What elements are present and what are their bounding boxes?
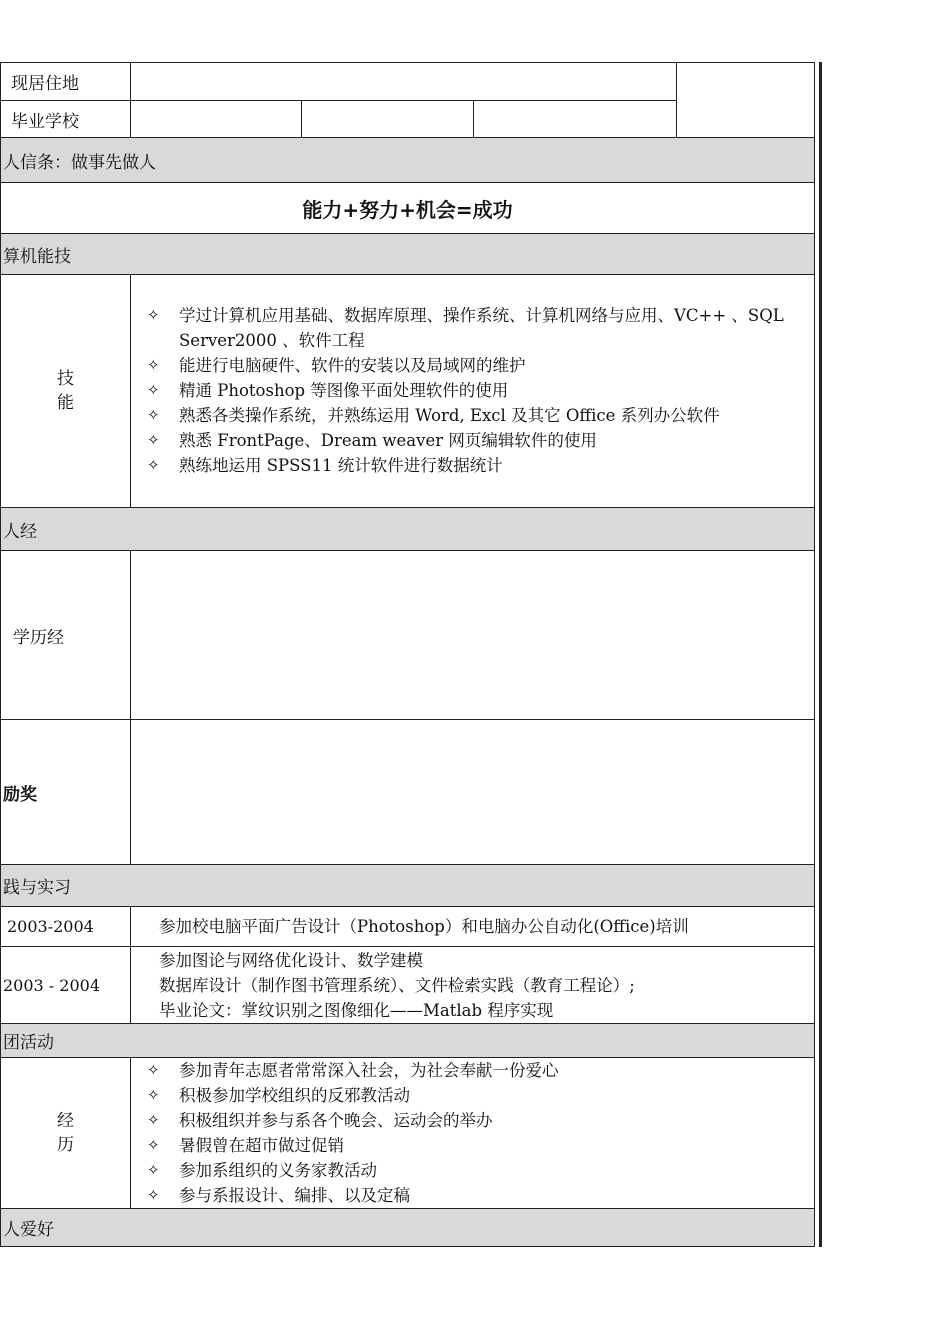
practice-line: 数据库设计（制作图书管理系统）、文件检索实践（教育工程论）; bbox=[159, 975, 635, 995]
skills-item: ✧ 能进行电脑硬件、软件的安装以及局域网的维护 bbox=[145, 353, 808, 378]
residence-label: 现居住地 bbox=[1, 63, 131, 101]
skills-row bbox=[1, 275, 815, 508]
activities-item: ✧ 积极组织并参与系各个晚会、运动会的举办 bbox=[145, 1108, 808, 1133]
activities-list bbox=[137, 1058, 808, 1208]
motto-section-header: 人信条：做事先做人 bbox=[1, 138, 815, 183]
activities-item: ✧ 参加青年志愿者常常深入社会，为社会奉献一份爱心 bbox=[145, 1058, 808, 1083]
education-row bbox=[1, 551, 815, 720]
skills-label: 技 能 bbox=[1, 275, 131, 508]
activities-item: ✧ 积极参加学校组织的反邪教活动 bbox=[145, 1083, 808, 1108]
activities-list-cell bbox=[131, 1058, 815, 1209]
practice-date-2: 2003 - 2004 bbox=[1, 947, 131, 1024]
motto-text: 能力+努力+机会=成功 bbox=[1, 183, 815, 234]
awards-content[interactable] bbox=[131, 720, 815, 865]
practice-section-header: 践与实习 bbox=[1, 865, 815, 907]
activities-label: 经 历 bbox=[1, 1058, 131, 1209]
education-label: 学历经 bbox=[1, 551, 131, 720]
practice-line: 毕业论文：掌纹识别之图像细化——Matlab 程序实现 bbox=[159, 1000, 554, 1020]
school-label: 毕业学校 bbox=[1, 101, 131, 138]
skills-item: ✧ 熟悉各类操作系统，并熟练运用 Word, Excl 及其它 Office 系列办公软件 bbox=[145, 403, 808, 428]
skills-item: ✧ 熟练地运用 SPSS11 统计软件进行数据统计 bbox=[145, 453, 808, 478]
skills-item: ✧ 熟悉 FrontPage、Dream weaver 网页编辑软件的使用 bbox=[145, 428, 808, 453]
practice-text-2 bbox=[131, 947, 815, 1024]
resume-table bbox=[0, 62, 815, 1247]
awards-row bbox=[1, 720, 815, 865]
hobbies-section-header: 人爱好 bbox=[1, 1209, 815, 1247]
activities-row bbox=[1, 1058, 815, 1209]
education-content[interactable] bbox=[131, 551, 815, 720]
practice-date-1: 2003-2004 bbox=[1, 907, 131, 947]
practice-line: 参加图论与网络优化设计、数学建模 bbox=[159, 950, 423, 970]
skills-section-header: 算机能技 bbox=[1, 234, 815, 275]
awards-label: 励奖 bbox=[1, 720, 131, 865]
residence-value[interactable] bbox=[131, 63, 677, 101]
skills-list-cell bbox=[131, 275, 815, 508]
practice-row-2 bbox=[1, 947, 815, 1024]
school-value-1[interactable] bbox=[131, 101, 302, 138]
residence-row bbox=[1, 63, 815, 101]
experience-section-header: 人经 bbox=[1, 508, 815, 551]
activities-item: ✧ 参加系组织的义务家教活动 bbox=[145, 1158, 808, 1183]
activities-item: ✧ 暑假曾在超市做过促销 bbox=[145, 1133, 808, 1158]
practice-row-1 bbox=[1, 907, 815, 947]
practice-text-1: 参加校电脑平面广告设计（Photoshop）和电脑办公自动化(Office)培训 bbox=[131, 907, 815, 947]
school-value-3[interactable] bbox=[474, 101, 677, 138]
resume-form bbox=[0, 62, 818, 1247]
activities-item: ✧ 参与系报设计、编排、以及定稿 bbox=[145, 1183, 808, 1208]
activities-section-header: 团活动 bbox=[1, 1024, 815, 1058]
photo-cell bbox=[677, 63, 815, 138]
skills-item: ✧ 精通 Photoshop 等图像平面处理软件的使用 bbox=[145, 378, 808, 403]
skills-item: ✧ 学过计算机应用基础、数据库原理、操作系统、计算机网络与应用、VC++ 、SQL Server2000 、软件工程 bbox=[145, 303, 808, 353]
skills-list bbox=[137, 303, 808, 478]
school-value-2[interactable] bbox=[302, 101, 474, 138]
